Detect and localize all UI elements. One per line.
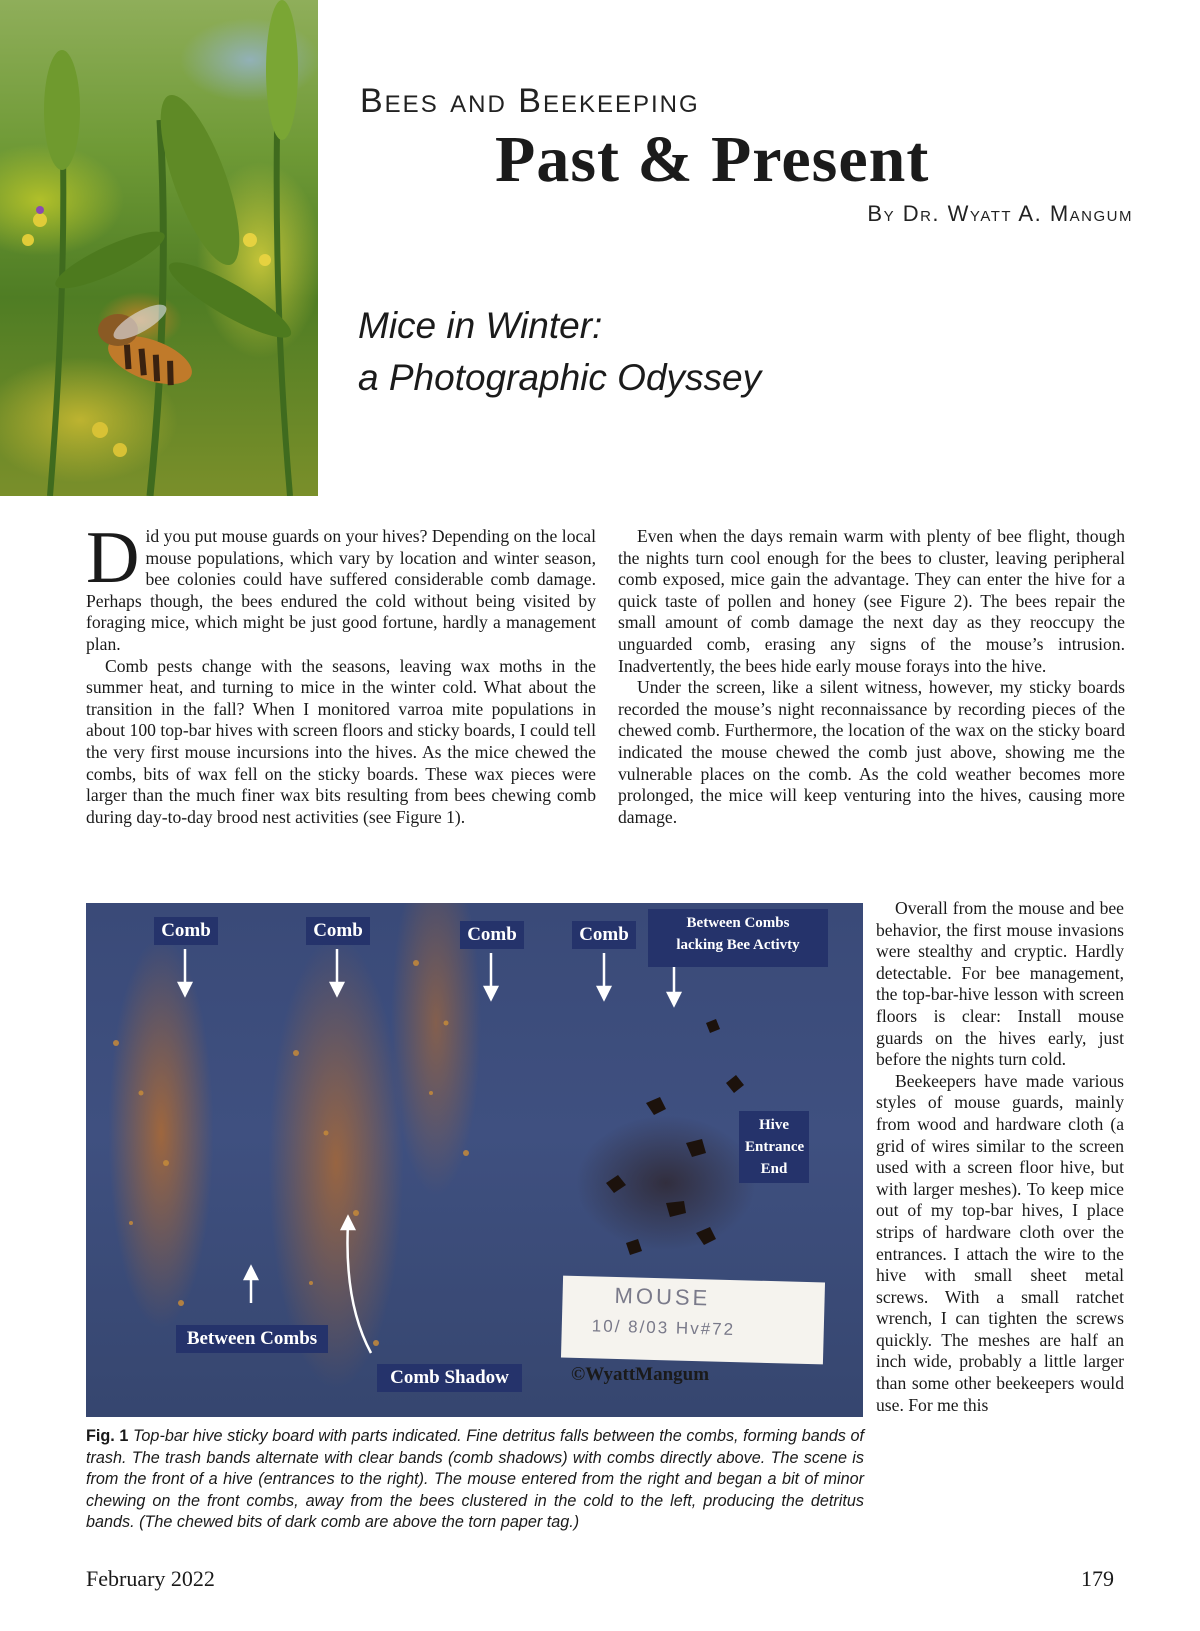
article-column-1 — [86, 517, 596, 828]
paragraph-2: Comb pests change with the seasons, leaving wax moths in the summer heat, and turning to mice in the winter cold. What about the transition in the fall? When I monitored varroa mite populations in about 100 top-bar hives with screen floors and sticky boards, I could tell the very first mouse incursions into the hives. As the mice chewed the combs, bits of wax fell on the sticky boards. These wax pieces were larger than the much finer wax bits resulting from bees chewing comb during day-to-day brood nest activities (see Figure 1). — [86, 655, 596, 827]
paragraph-3: Even when the days remain warm with plenty of bee flight, though the nights turn cool enough for the bees to cluster, leaving peripheral comb exposed, mice gain the advantage. They can enter the hive for a quick taste of pollen and honey (see Figure 2). The bees repair the small amount of comb damage the next day as they reoccupy the unguarded comb, erasing any signs of the mouse’s intrusion. Inadvertently, the bees hide early mouse forays into the hive. — [618, 526, 1125, 676]
label-comb-1: Comb — [154, 917, 218, 945]
label-between-combs-lacking-bee-activity — [648, 909, 828, 967]
series-title: Bees and Beekeeping — [360, 82, 700, 120]
tag-handwriting-title: MOUSE — [614, 1282, 711, 1311]
caption-label: Fig. 1 — [86, 1427, 129, 1445]
column-title: Past & Present — [495, 123, 930, 196]
label-comb-4: Comb — [572, 921, 636, 949]
tag-handwriting-date: 10/ 8/03 Hv#72 — [591, 1316, 736, 1340]
label-comb-2: Comb — [306, 917, 370, 945]
hero-photo-bee-on-clover — [0, 0, 318, 496]
label-hive-entrance-end — [739, 1111, 809, 1183]
photo-copyright: ©WyattMangum — [571, 1364, 710, 1385]
footer-issue-date: February 2022 — [86, 1566, 215, 1591]
label-hive-line-3: End — [760, 1161, 788, 1177]
footer-page-number: 179 — [1081, 1566, 1114, 1591]
hero-photo-art — [0, 0, 318, 496]
label-between-line-2: lacking Bee Activty — [676, 937, 800, 953]
paragraph-5: Overall from the mouse and bee behavior, the first mouse invasions were stealthy and cryptic. Hardly detectable. For bee management, the top-bar-hive lesson with screen floors is clear: Install mouse guards on the hives early, just before the nights turn cold. — [876, 898, 1124, 1070]
article-column-3 — [876, 898, 1124, 1416]
caption-text: Top-bar hive sticky board with parts indicated. Fine detritus falls between the combs, forming bands of trash. The trash bands alternate with clear bands (comb shadows) with combs directly above. The scene is from the front of a hive (entrances to the right). The mouse entered from the right and began a bit of minor chewing on the front combs, away from the bees clustered in the cold to the left, producing the detritus bands. (The chewed bits of dark comb are above the torn paper tag.) — [86, 1427, 865, 1532]
label-comb-3: Comb — [460, 921, 524, 949]
article-subtitle — [358, 300, 1118, 404]
drop-cap: D — [86, 517, 140, 599]
byline: By Dr. Wyatt A. Mangum — [867, 201, 1133, 226]
paragraph-1 — [86, 517, 596, 656]
paragraph-6: Beekeepers have made various styles of mouse guards, mainly from wood and hardware cloth (a grid of wires similar to the screen used with a screen floor hive, but with larger meshes). To keep mice out of my top-bar hives, I place strips of hardware cloth over the entrances. I attach the wire to the hive with small sheet metal screws. With a small ratchet wrench, I can tighten the screws quickly. The meshes are half an inch wide, probably a little larger than some other beekeepers would use. For me this — [876, 1070, 1124, 1415]
paragraph-1-text: id you put mouse guards on your hives? Depending on the local mouse populations, which vary by location and winter season, bee colonies could have suffered considerable comb damage. Perhaps though, the bees endured the cold without being visited by foraging mice, which might be just good fortune, hardly a management plan. — [86, 526, 596, 654]
article-column-2 — [618, 526, 1125, 828]
paragraph-4: Under the screen, like a silent witness, however, my sticky boards recorded the mouse’s night reconnaissance by recording pieces of the chewed comb. Furthermore, the location of the wax on the sticky board indicated the mouse chewed the comb just above, showing me the vulnerable places on the comb. As the cold weather becomes more prolonged, the mice will keep venturing into the hives, causing more damage. — [618, 677, 1125, 827]
label-comb-shadow: Comb Shadow — [377, 1364, 522, 1392]
label-between-combs: Between Combs — [176, 1325, 328, 1353]
paper-tag — [561, 1276, 825, 1365]
figure-caption — [86, 1426, 864, 1534]
bee-figure — [98, 298, 198, 394]
figure-1-sticky-board-photo — [86, 903, 863, 1417]
label-between-line-1: Between Combs — [686, 915, 790, 931]
subtitle-line-1: Mice in Winter: — [358, 305, 603, 346]
label-hive-line-2: Entrance — [745, 1139, 805, 1155]
subtitle-line-2: a Photographic Odyssey — [358, 357, 762, 398]
label-hive-line-1: Hive — [759, 1117, 789, 1133]
